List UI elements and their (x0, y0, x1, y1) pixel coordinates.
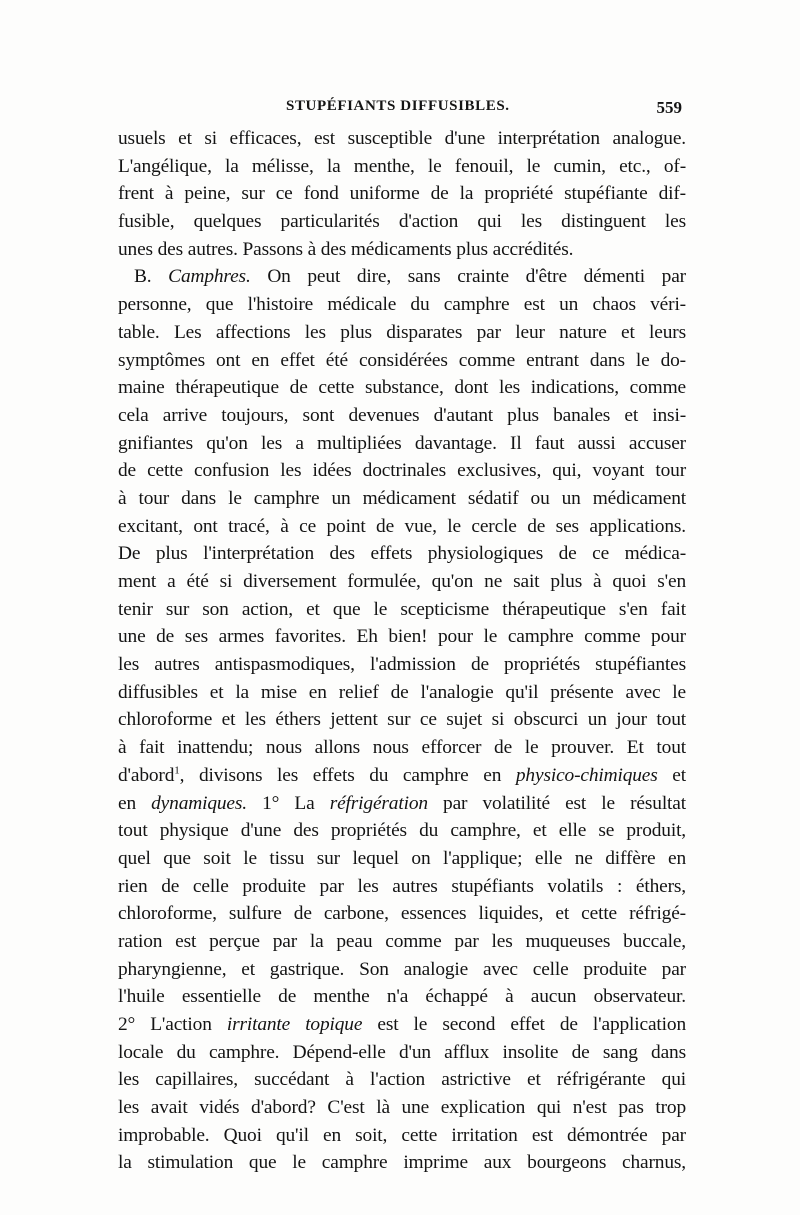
text-line: gnifiantes qu'on les a multipliées davantage. Il faut aussi accuser (118, 432, 686, 454)
running-title: STUPÉFIANTS DIFFUSIBLES. (286, 98, 510, 114)
text-line: de cette confusion les idées doctrinales exclusives, qui, voyant tour (118, 460, 686, 482)
text-line: ment a été si diversement formulée, qu'on ne sait plus à quoi s'en (118, 571, 686, 592)
text-line: chloroforme, sulfure de carbone, essences liquides, et cette réfrigé- (118, 903, 686, 925)
page-number: 559 (656, 98, 682, 117)
text-line: les capillaires, succédant à l'action astrictive et réfrigérante qui (118, 1069, 686, 1091)
text-line: L'angélique, la mélisse, la menthe, le fenouil, le cumin, etc., of- (118, 155, 686, 177)
text-line: cela arrive toujours, sont devenues d'autant plus banales et insi- (118, 404, 686, 426)
emphasis-irritante-topique: irritante topique (226, 1014, 363, 1035)
text-line (118, 762, 686, 790)
text-line: unes des autres. Passons à des médicaments plus accrédités. (118, 238, 574, 260)
text-line: frent à peine, sur ce fond uniforme de la propriété stupéfiante dif- (118, 183, 686, 205)
text-span: d'abord (118, 764, 175, 786)
section-heading-camphres: Camphres. (168, 266, 251, 288)
section-marker: B. (134, 266, 169, 288)
page-header (118, 98, 682, 122)
text-line: la stimulation que le camphre imprime aux bourgeons charnus, (118, 1152, 686, 1174)
text-line: usuels et si efficaces, est susceptible d'une interprétation analogue. (118, 128, 686, 149)
text-line: personne, que l'histoire médicale du camphre est un chaos véri- (118, 294, 686, 316)
text-span: 2° L'action (118, 1014, 227, 1035)
emphasis-refrigeration: réfrigération (329, 792, 428, 814)
text-line: table. Les affections les plus disparates par leur nature et leurs (118, 321, 686, 343)
footnote-marker: 1 (174, 764, 180, 777)
text-line: les autres antispasmodiques, l'admission de propriétés stupéfiantes (118, 654, 686, 676)
emphasis-dynamiques: dynamiques. (151, 792, 247, 814)
text-span: , divisons les effets du camphre en (179, 764, 516, 786)
text-line: locale du camphre. Dépend-elle d'un afflux insolite de sang dans (118, 1041, 686, 1063)
text-line: improbable. Quoi qu'il en soit, cette irritation est démontrée par (118, 1124, 686, 1146)
text-line: rien de celle produite par les autres stupéfiants volatils : éthers, (118, 875, 686, 897)
text-span: en (118, 792, 152, 814)
text-line: ration est perçue par la peau comme par les muqueuses buccale, (118, 930, 686, 952)
text-line: De plus l'interprétation des effets physiologiques de ce médica- (118, 543, 686, 565)
text-span: 1° La (246, 792, 330, 814)
text-line: pharyngienne, et gastrique. Son analogie avec celle produite par (118, 958, 686, 980)
text-span: est le second effet de l'application (362, 1014, 686, 1035)
text-line: maine thérapeutique de cette substance, dont les indications, comme (118, 377, 686, 399)
text-line: excitant, ont tracé, à ce point de vue, le cercle de ses applications. (118, 515, 686, 537)
text-line: quel que soit le tissu sur lequel on l'applique; elle ne diffère en (118, 847, 686, 869)
text-span: On peut dire, sans crainte d'être démenti par (250, 266, 686, 288)
text-line: chloroforme et les éthers jettent sur ce sujet si obscurci un jour tout (118, 709, 686, 731)
text-line (118, 790, 686, 818)
paragraph-camphres-start (118, 263, 686, 291)
text-line: diffusibles et la mise en relief de l'analogie qu'il présente avec le (118, 681, 686, 703)
text-line: à tour dans le camphre un médicament sédatif ou un médicament (118, 487, 686, 509)
emphasis-physico-chimiques: physico-chimiques (515, 764, 658, 786)
text-line (118, 1011, 686, 1039)
text-line: les avait vidés d'abord? C'est là une explication qui n'est pas trop (118, 1097, 686, 1119)
text-line: tout physique d'une des propriétés du camphre, et elle se produit, (118, 820, 686, 842)
text-span: et (657, 764, 686, 786)
text-line: une de ses armes favorites. Eh bien! pour le camphre comme pour (118, 626, 686, 648)
text-line: symptômes ont en effet été considérées comme entrant dans le do- (118, 349, 686, 371)
text-span: par volatilité est le résultat (427, 792, 686, 814)
body-text (118, 125, 686, 1177)
text-line: l'huile essentielle de menthe n'a échappé à aucun observateur. (118, 986, 686, 1008)
text-line: à fait inattendu; nous allons nous efforcer de le prouver. Et tout (118, 737, 686, 759)
text-line: tenir sur son action, et que le scepticisme thérapeutique s'en fait (118, 598, 686, 620)
text-line: fusible, quelques particularités d'action qui les distinguent les (118, 211, 686, 233)
